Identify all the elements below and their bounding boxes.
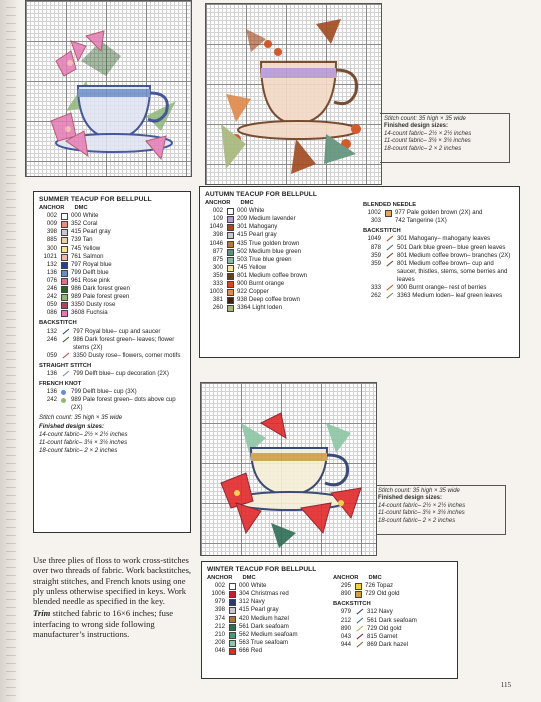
key-row (39, 336, 185, 352)
floss-description: 666 Red (239, 646, 263, 654)
key-row (39, 301, 185, 309)
key-row (205, 280, 355, 288)
winter-key-header: ANCHOR DMC (207, 575, 256, 582)
floss-description: 3350 Dusty rose– flowers, corner motifs (73, 351, 181, 359)
autumn-stitch-count-note (384, 116, 509, 153)
winter-key-title: WINTER TEACUP FOR BELLPULL (207, 566, 317, 573)
line-stitch-swatch-icon (61, 352, 70, 359)
floss-description: 815 Garnet (367, 632, 398, 640)
french-knot-swatch-icon (61, 390, 66, 395)
line-stitch-swatch-icon (355, 608, 364, 615)
winter-backstitch-heading: BACKSTITCH (333, 601, 371, 608)
key-row (39, 285, 185, 293)
anchor-number: 262 (370, 292, 381, 300)
anchor-number: 300 (212, 263, 223, 271)
color-swatch-icon (61, 294, 68, 301)
color-swatch-icon (61, 262, 68, 269)
anchor-number: 359 (370, 259, 381, 267)
anchor-number: 878 (370, 243, 381, 251)
autumn-blended-list (363, 209, 514, 225)
floss-description: 563 True seafoam (239, 638, 289, 646)
color-swatch-icon (227, 297, 234, 304)
key-row (39, 370, 185, 378)
anchor-number: 002 (212, 207, 223, 215)
floss-description: 801 Medium coffee brown– branches (2X) (397, 251, 511, 259)
summer-backstitch-list (39, 328, 185, 360)
anchor-number: 136 (46, 388, 57, 396)
autumn-size-11: 11-count fabric– 3¼ × 3¼ inches (384, 138, 471, 145)
key-row (205, 288, 355, 296)
color-swatch-icon (229, 607, 236, 614)
color-swatch-icon (355, 583, 362, 590)
anchor-number: 1006 (211, 590, 225, 598)
color-swatch-icon (227, 289, 234, 296)
summer-straight-heading: STRAIGHT STITCH (39, 362, 92, 369)
color-swatch-icon (61, 310, 68, 317)
floss-description: 900 Burnt orange– rest of berries (397, 284, 487, 292)
anchor-number: 242 (46, 293, 57, 301)
line-stitch-swatch-icon (385, 235, 394, 242)
floss-description: 745 Yellow (71, 244, 101, 252)
summer-straight-list (39, 370, 185, 378)
key-row (207, 631, 325, 639)
instructions-paragraph-2: Trim stitched fabric to 16×6 inches; fuse interfacing to wrong side following manufacturer’s instructions. (33, 608, 174, 640)
anchor-number: 1021 (43, 252, 57, 260)
anchor-number: 979 (340, 608, 351, 616)
winter-size-18: 18-count fabric– 2 × 2 inches (378, 517, 456, 524)
floss-description: 000 White (239, 582, 267, 590)
key-row (363, 252, 514, 260)
key-row (39, 269, 185, 277)
color-swatch-icon (61, 221, 68, 228)
anchor-number: 944 (340, 640, 351, 648)
anchor-number: 260 (212, 304, 223, 312)
winter-size-11: 11-count fabric– 3¼ × 3¼ inches (378, 510, 465, 517)
anchor-number: 1046 (209, 239, 223, 247)
summer-key-header: ANCHOR DMC (39, 205, 88, 212)
key-row (205, 223, 355, 231)
anchor-number: 086 (46, 309, 57, 317)
winter-stitch-count: Stitch count: 35 high × 35 wide (378, 488, 460, 494)
floss-description: 726 Topaz (365, 582, 394, 590)
anchor-number: 359 (212, 271, 223, 279)
winter-teacup-chart (200, 382, 377, 556)
color-swatch-icon (227, 281, 234, 288)
summer-color-key (33, 191, 191, 533)
floss-description: 761 Salmon (71, 252, 104, 260)
floss-description: 989 Pale forest green (71, 293, 130, 301)
key-row (39, 228, 185, 236)
winter-color-key (201, 561, 458, 679)
color-swatch-icon (227, 305, 234, 312)
floss-description: 209 Medium lavender (237, 215, 296, 223)
anchor-number: 002 (214, 582, 225, 590)
binding-gutter (0, 0, 22, 702)
floss-description: 729 Old gold (367, 624, 402, 632)
floss-description: 745 Yellow (237, 263, 267, 271)
line-stitch-swatch-icon (385, 244, 394, 251)
anchor-number: 885 (46, 236, 57, 244)
line-stitch-swatch-icon (385, 292, 394, 299)
color-swatch-icon (61, 229, 68, 236)
winter-backstitch-list (333, 608, 452, 648)
floss-description: 986 Dark forest green (71, 285, 130, 293)
autumn-key-title: AUTUMN TEACUP FOR BELLPULL (205, 191, 318, 198)
floss-description: 415 Pearl gray (71, 228, 111, 236)
line-stitch-swatch-icon (355, 633, 364, 640)
key-row (333, 617, 452, 625)
floss-description: 938 Deep coffee brown (237, 296, 300, 304)
floss-description: 801 Medium coffee brown– cup and saucer, thistles, stems, some berries and leaves (397, 259, 508, 283)
anchor-number: 295 (340, 582, 351, 590)
anchor-number: 242 (46, 396, 57, 404)
anchor-number: 009 (46, 220, 57, 228)
key-row (207, 623, 325, 631)
anchor-number: 359 (370, 251, 381, 259)
color-swatch-icon (61, 237, 68, 244)
key-row (39, 309, 185, 317)
key-row (205, 256, 355, 264)
key-row (363, 209, 514, 217)
key-row (205, 231, 355, 239)
page-number: 115 (500, 681, 511, 689)
color-swatch-icon (229, 624, 236, 631)
anchor-number: 212 (340, 616, 351, 624)
summer-knot-heading: FRENCH KNOT (39, 381, 82, 388)
anchor-number: 890 (340, 624, 351, 632)
color-swatch-icon (229, 640, 236, 647)
color-swatch-icon (61, 254, 68, 261)
winter-teacup-motif (201, 383, 376, 555)
anchor-number: 132 (46, 327, 57, 335)
color-swatch-icon (229, 648, 236, 655)
key-row (205, 240, 355, 248)
anchor-number: 398 (212, 231, 223, 239)
key-row (363, 260, 514, 284)
key-row (333, 641, 452, 649)
anchor-number: 979 (214, 598, 225, 606)
summer-size-11: 11-count fabric– 3¼ × 3¼ inches (39, 438, 128, 446)
color-swatch-icon (227, 273, 234, 280)
winter-stitch-count-note (378, 488, 503, 525)
key-row (363, 284, 514, 292)
key-row (39, 396, 185, 412)
autumn-size-14: 14-count fabric– 2½ × 2½ inches (384, 130, 472, 137)
floss-description: 502 Medium blue green (237, 247, 302, 255)
autumn-color-key (199, 186, 520, 358)
color-swatch-icon (227, 224, 234, 231)
key-row (333, 633, 452, 641)
key-row (333, 582, 452, 590)
key-row (333, 625, 452, 633)
color-swatch-icon (385, 210, 392, 217)
floss-description: 742 Tangerine (1X) (395, 217, 447, 225)
color-swatch-icon (227, 216, 234, 223)
line-stitch-swatch-icon (385, 260, 394, 267)
floss-description: 3363 Medium loden– leaf green leaves (397, 292, 503, 300)
key-row (207, 590, 325, 598)
line-stitch-swatch-icon (355, 625, 364, 632)
key-row (39, 328, 185, 336)
anchor-number: 246 (46, 285, 57, 293)
anchor-number: 300 (46, 244, 57, 252)
key-row (205, 296, 355, 304)
key-row (39, 261, 185, 269)
line-stitch-swatch-icon (385, 284, 394, 291)
anchor-number: 109 (212, 215, 223, 223)
key-row (363, 235, 514, 243)
anchor-number: 381 (212, 296, 223, 304)
summer-stitch-list (39, 212, 185, 317)
anchor-number: 1003 (209, 288, 223, 296)
key-row (205, 304, 355, 312)
floss-description: 301 Mahogany (237, 223, 278, 231)
floss-description: 3364 Light loden (237, 304, 283, 312)
autumn-blended-heading: BLENDED NEEDLE (363, 202, 417, 209)
anchor-number: 076 (46, 276, 57, 284)
color-swatch-icon (61, 278, 68, 285)
instructions-paragraph-1: Use three plies of floss to work cross-stitches over two threads of fabric. Work backstitches, straight stitches, and French knots using one ply unless otherwise specified in keys. Work blended needle as specified in the key. (33, 555, 192, 607)
color-swatch-icon (229, 632, 236, 639)
floss-description: 961 Rose pink (71, 276, 110, 284)
anchor-number: 208 (214, 638, 225, 646)
anchor-number: 059 (46, 301, 57, 309)
key-row (39, 388, 185, 396)
autumn-backstitch-heading: BACKSTITCH (363, 228, 401, 235)
floss-description: 989 Pale forest green– dots above cup (2X) (71, 396, 176, 412)
anchor-number: 333 (370, 284, 381, 292)
key-row (205, 264, 355, 272)
key-row (207, 582, 325, 590)
color-swatch-icon (227, 257, 234, 264)
key-row (39, 352, 185, 360)
color-swatch-icon (227, 208, 234, 215)
floss-description: 799 Delft blue– cup decoration (2X) (73, 369, 169, 377)
color-swatch-icon (227, 265, 234, 272)
floss-description: 501 Dark blue green– blue green leaves (397, 243, 506, 251)
key-row (363, 292, 514, 300)
anchor-number: 333 (212, 280, 223, 288)
key-row (39, 277, 185, 285)
key-row (39, 212, 185, 220)
color-swatch-icon (61, 213, 68, 220)
anchor-number: 398 (214, 606, 225, 614)
color-swatch-icon (227, 232, 234, 239)
color-swatch-icon (227, 249, 234, 256)
floss-description: 3350 Dusty rose (71, 301, 116, 309)
line-stitch-swatch-icon (61, 328, 70, 335)
color-swatch-icon (227, 241, 234, 248)
key-row (205, 207, 355, 215)
anchor-number: 1049 (367, 235, 381, 243)
autumn-sizes-heading: Finished design sizes: (384, 123, 449, 130)
anchor-number: 246 (46, 335, 57, 343)
line-stitch-swatch-icon (385, 252, 394, 259)
anchor-number: 398 (46, 228, 57, 236)
key-row (39, 220, 185, 228)
color-swatch-icon (229, 591, 236, 598)
floss-description: 301 Mahogany– mahogany leaves (397, 235, 491, 243)
summer-sizes-heading: Finished design sizes: (39, 422, 105, 430)
key-row (39, 253, 185, 261)
floss-description: 797 Royal blue– cup and saucer (73, 327, 161, 335)
summer-size-14: 14-count fabric– 2½ × 2½ inches (39, 430, 128, 438)
anchor-number: 1049 (209, 223, 223, 231)
anchor-number: 212 (214, 622, 225, 630)
winter-size-14: 14-count fabric– 2½ × 2½ inches (378, 502, 466, 509)
anchor-number: 210 (214, 630, 225, 638)
anchor-number: 136 (46, 369, 57, 377)
floss-description: 977 Pale golden brown (2X) and (395, 209, 483, 217)
anchor-number: 877 (212, 247, 223, 255)
key-row (363, 217, 514, 225)
key-row (333, 590, 452, 598)
instructions-text (33, 555, 193, 639)
anchor-number: 046 (214, 646, 225, 654)
anchor-number: 002 (46, 212, 57, 220)
autumn-stitch-count: Stitch count: 35 high × 35 wide (384, 116, 466, 122)
floss-description: 986 Dark forest green– leaves; flower stems (2X) (73, 335, 175, 351)
autumn-key-header: ANCHOR DMC (205, 200, 254, 207)
line-stitch-swatch-icon (355, 641, 364, 648)
key-row (207, 615, 325, 623)
floss-description: 352 Coral (71, 220, 98, 228)
floss-description: 561 Dark seafoam (367, 616, 417, 624)
autumn-stitch-list (205, 207, 355, 312)
autumn-size-18: 18-count fabric– 2 × 2 inches (384, 145, 462, 152)
line-stitch-swatch-icon (355, 617, 364, 624)
summer-teacup-chart (25, 0, 192, 177)
floss-description: 000 White (237, 207, 265, 215)
key-row (39, 293, 185, 301)
color-swatch-icon (229, 616, 236, 623)
floss-description: 415 Pearl gray (239, 606, 279, 614)
autumn-backstitch-list (363, 235, 514, 300)
anchor-number: 136 (46, 268, 57, 276)
color-swatch-icon (229, 599, 236, 606)
key-row (363, 244, 514, 252)
floss-description: 000 White (71, 212, 99, 220)
floss-description: 869 Dark hazel (367, 640, 408, 648)
winter-stitch-list-right (333, 582, 452, 598)
key-row (205, 215, 355, 223)
summer-backstitch-heading: BACKSTITCH (39, 320, 77, 327)
color-swatch-icon (229, 583, 236, 590)
summer-stitch-count: Stitch count: 35 high × 35 wide (39, 414, 123, 422)
color-swatch-icon (61, 286, 68, 293)
line-stitch-swatch-icon (61, 370, 70, 377)
color-swatch-icon (61, 302, 68, 309)
floss-description: 799 Delft blue– cup (3X) (71, 388, 137, 396)
anchor-number: 1002 (367, 209, 381, 217)
floss-description: 797 Royal blue (71, 260, 112, 268)
anchor-number: 374 (214, 614, 225, 622)
autumn-teacup-chart (205, 3, 382, 185)
key-row (207, 647, 325, 655)
floss-description: 415 Pearl gray (237, 231, 277, 239)
key-row (205, 272, 355, 280)
floss-description: 562 Medium seafoam (239, 630, 298, 638)
summer-key-title: SUMMER TEACUP FOR BELLPULL (39, 196, 152, 203)
floss-description: 739 Tan (71, 236, 93, 244)
key-row (333, 608, 452, 616)
key-row (39, 236, 185, 244)
anchor-number: 303 (370, 217, 381, 225)
anchor-number: 890 (340, 590, 351, 598)
floss-description: 312 Navy (239, 598, 265, 606)
key-row (207, 598, 325, 606)
line-stitch-swatch-icon (61, 336, 70, 343)
floss-description: 435 True golden brown (237, 239, 300, 247)
anchor-number: 132 (46, 260, 57, 268)
french-knot-swatch-icon (61, 398, 66, 403)
color-swatch-icon (61, 246, 68, 253)
winter-stitch-list (207, 582, 325, 655)
floss-description: 3608 Fuchsia (71, 309, 108, 317)
floss-description: 503 True blue green (237, 255, 292, 263)
autumn-teacup-motif (206, 4, 381, 184)
key-row (207, 639, 325, 647)
floss-description: 799 Delft blue (71, 268, 109, 276)
summer-knot-list (39, 388, 185, 412)
anchor-number: 875 (212, 255, 223, 263)
floss-description: 420 Medium hazel (239, 614, 289, 622)
anchor-number: 043 (340, 632, 351, 640)
color-swatch-icon (61, 270, 68, 277)
winter-key-header-right: ANCHOR DMC (333, 575, 382, 582)
winter-sizes-heading: Finished design sizes: (378, 495, 443, 502)
floss-description: 561 Dark seafoam (239, 622, 289, 630)
floss-description: 922 Copper (237, 288, 269, 296)
floss-description: 729 Old gold (365, 590, 400, 598)
key-row (207, 606, 325, 614)
summer-teacup-motif (26, 1, 191, 176)
color-swatch-icon (355, 591, 362, 598)
floss-description: 304 Christmas red (239, 590, 289, 598)
anchor-number: 059 (46, 351, 57, 359)
floss-description: 312 Navy (367, 608, 393, 616)
key-row (205, 248, 355, 256)
floss-description: 801 Medium coffee brown (237, 271, 308, 279)
summer-size-18: 18-count fabric– 2 × 2 inches (39, 446, 118, 454)
key-row (39, 245, 185, 253)
floss-description: 900 Burnt orange (237, 280, 285, 288)
